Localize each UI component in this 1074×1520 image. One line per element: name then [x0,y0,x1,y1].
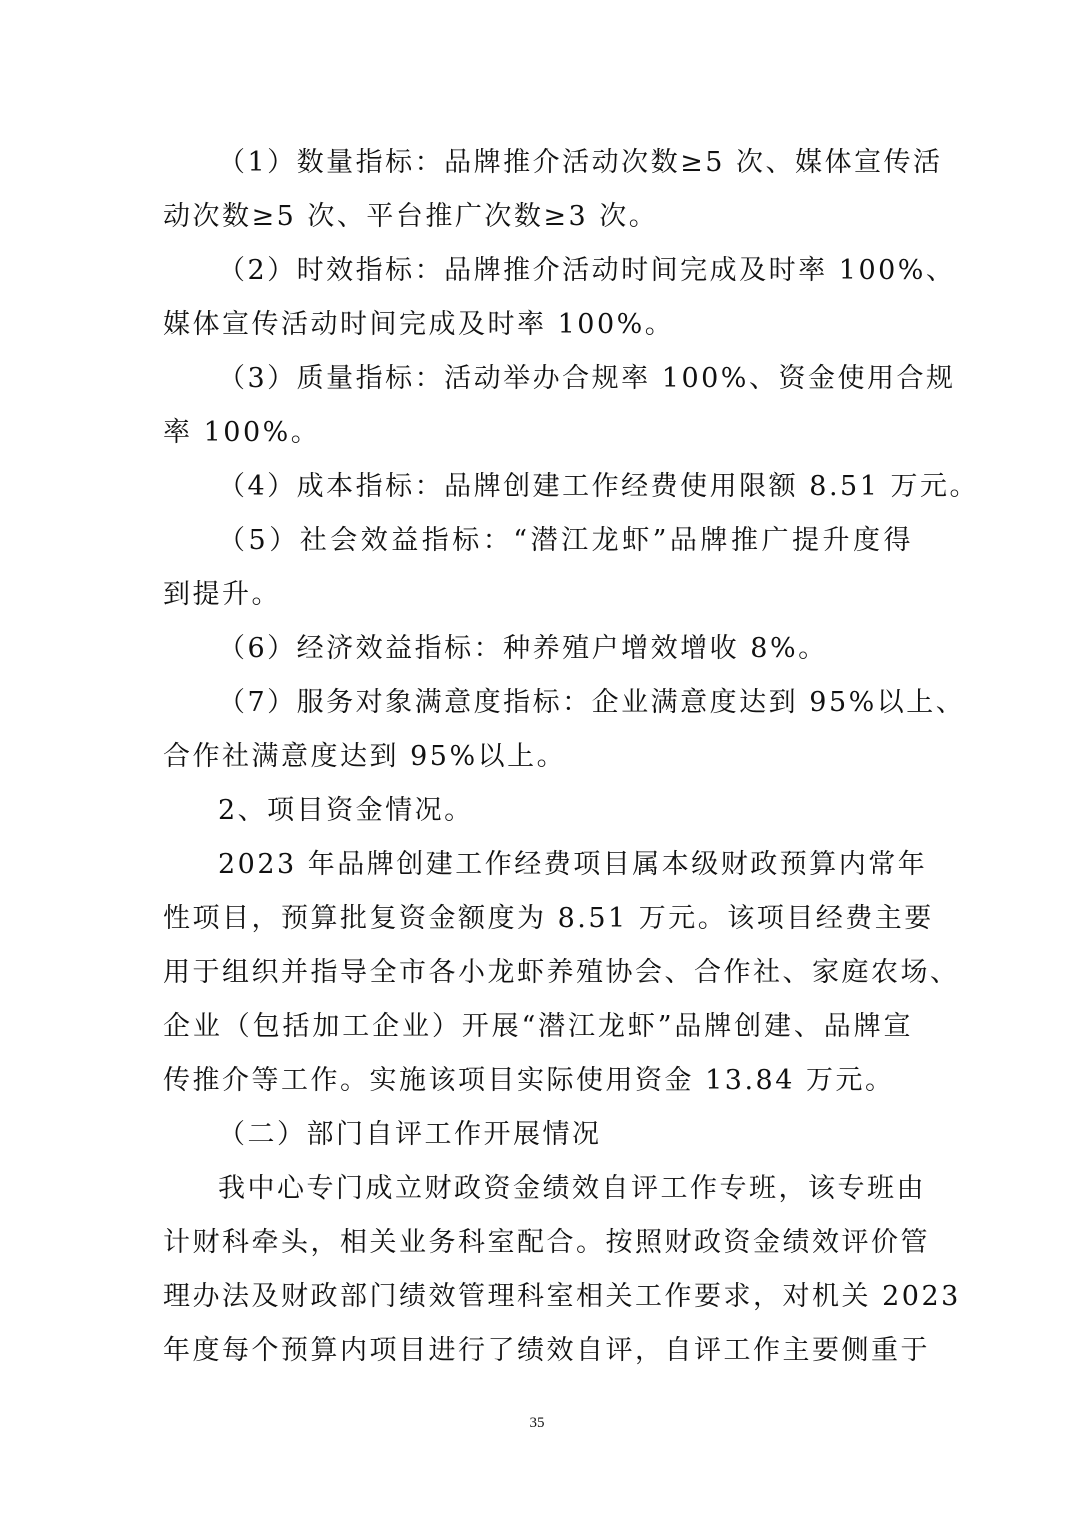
funds-paragraph-line-1: 2023 年品牌创建工作经费项目属本级财政预算内常年 [218,849,928,880]
quantity-indicator-line-2: 动次数≥5 次、平台推广次数≥3 次。 [163,201,659,232]
quantity-indicator-line-1: （1）数量指标：品牌推介活动次数≥5 次、媒体宣传活 [218,147,943,178]
timeliness-indicator-line-2: 媒体宣传活动时间完成及时率 100%。 [163,309,675,340]
page-number: 35 [529,1415,545,1431]
social-benefit-indicator-line-2: 到提升。 [163,579,281,610]
quality-indicator-line-1: （3）质量指标：活动举办合规率 100%、资金使用合规 [218,363,956,394]
section-heading-self-evaluation: （二）部门自评工作开展情况 [218,1119,602,1150]
funds-paragraph-line-2: 性项目，预算批复资金额度为 8.51 万元。该项目经费主要 [163,903,934,934]
funds-paragraph-line-4: 企业（包括加工企业）开展“潜江龙虾”品牌创建、品牌宣 [163,1011,913,1042]
satisfaction-indicator-line-2: 合作社满意度达到 95%以上。 [163,741,567,772]
funds-paragraph-line-3: 用于组织并指导全市各小龙虾养殖协会、合作社、家庭农场、 [163,957,960,988]
quality-indicator-line-2: 率 100%。 [163,417,321,448]
funds-paragraph-line-5: 传推介等工作。实施该项目实际使用资金 13.84 万元。 [163,1065,895,1096]
evaluation-paragraph-line-3: 理办法及财政部门绩效管理科室相关工作要求，对机关 2023 [163,1281,961,1312]
evaluation-paragraph-line-4: 年度每个预算内项目进行了绩效自评，自评工作主要侧重于 [163,1335,930,1366]
section-heading-project-funds: 2、项目资金情况。 [218,795,474,826]
cost-indicator-line: （4）成本指标：品牌创建工作经费使用限额 8.51 万元。 [218,471,979,502]
evaluation-paragraph-line-2: 计财科牵头，相关业务科室配合。按照财政资金绩效评价管 [163,1227,930,1258]
economic-benefit-indicator-line: （6）经济效益指标：种养殖户增效增收 8%。 [218,633,828,664]
evaluation-paragraph-line-1: 我中心专门成立财政资金绩效自评工作专班，该专班由 [218,1173,926,1204]
social-benefit-indicator-line-1: （5）社会效益指标：“潜江龙虾”品牌推广提升度得 [218,525,913,556]
satisfaction-indicator-line-1: （7）服务对象满意度指标：企业满意度达到 95%以上、 [218,687,966,718]
timeliness-indicator-line-1: （2）时效指标：品牌推介活动时间完成及时率 100%、 [218,255,956,286]
